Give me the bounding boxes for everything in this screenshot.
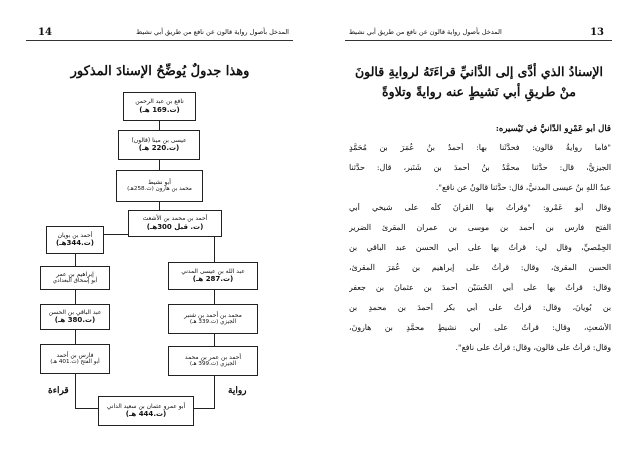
- heading-line-2: منْ طريقِ أبي نَشيطٍ عنه روايةً وتلاوةً: [382, 84, 576, 99]
- connector: [214, 334, 215, 346]
- narrator-name: إبراهيم بن عمر: [56, 270, 94, 278]
- body-line-11: الأشعثِ، وقال: قرأتُ على أبي نشيطٍ محمَّدِ بنِ هارونَ،: [349, 323, 611, 332]
- narrator-name-detail: أبو الفتح (ت.401 هـ): [50, 359, 100, 366]
- isnad-box-nafi: [123, 92, 196, 121]
- label-narration: رواية: [228, 386, 247, 396]
- body-line-5: وقال أبو عَمْرٍو: "وقرأتُ بها القرآنَ كلَّه على شيخي أبي: [349, 203, 611, 212]
- isnad-box-baghdadi: [40, 266, 110, 290]
- page-number: 13: [590, 27, 604, 38]
- narrator-name: أحمد بن عمر بن محمد: [184, 353, 242, 361]
- isnad-box-jizi: [168, 346, 258, 376]
- header-rule: [26, 40, 293, 41]
- narrator-name: أبو عمرو عثمان بن سعيد الداني: [106, 402, 186, 410]
- connector: [214, 236, 215, 262]
- narrator-name-detail: أبو إسحاق البغدادي: [52, 278, 98, 285]
- narrator-name: عبد الله بن عيسى المدني: [181, 267, 245, 275]
- connector: [75, 254, 76, 266]
- narrator-name: أحمد بن بويان: [57, 231, 93, 239]
- narrator-death-year: (ت. قبل 300هـ): [146, 222, 204, 231]
- narrator-name: عيسى بن مينا (قالون): [131, 136, 187, 144]
- body-line-6: الفتح فارس بن أحمد بن موسى بن عمران المقرئ الضرير: [349, 223, 611, 232]
- body-line-9: وقال: قرأتُ بها على أبي الحُسَيْنِ أحمدَ بنِ عثمانَ بنِ جعفرِ: [349, 283, 611, 292]
- isnad-box-abd-albaqi: [40, 304, 110, 330]
- connector: [159, 202, 160, 210]
- body-line-7: الحِمْصيِّ، وقال لي: قرأتُ بها على أبي الحسن عبد الباقي بن: [349, 243, 611, 252]
- narrator-death-year: (ت.169 هـ): [139, 105, 180, 114]
- body-line-4: عبدُ اللهِ بنُ عيسى المدنيُّ، قال: حدَّثنا قالونُ عن نافعٍ".: [435, 183, 611, 192]
- body-line-1: [349, 124, 611, 134]
- narrator-death-year: (ت.444 هـ): [125, 410, 167, 419]
- narrator-death-year: (ت.287 هـ): [192, 275, 234, 284]
- isnad-box-buyan: [46, 226, 104, 254]
- connector: [75, 290, 76, 304]
- connector: [214, 376, 215, 408]
- narrator-name-detail: محمد بن هارون (ت.258هـ): [127, 186, 192, 193]
- narrator-name: فارس بن أحمد: [56, 351, 94, 359]
- narrator-name: محمد بن أحمد بن شنبر: [184, 311, 242, 319]
- narrator-name: أحمد بن محمد بن الأشعث: [142, 215, 208, 223]
- page-heading: وهذا جدولٌ يُوضِّحُ الإسنادَ المذكور: [70, 64, 250, 79]
- connector: [75, 408, 98, 409]
- connector: [75, 374, 76, 408]
- body-line-10: بنِ بُويانَ، وقال: قرأتُ على أبي بكرٍ أحمدَ بنِ محمدِ بنِ: [349, 303, 611, 312]
- isnad-box-qalun: [118, 130, 200, 160]
- label-reading: قراءة: [48, 386, 69, 396]
- connector: [104, 234, 128, 235]
- page-number: 14: [38, 27, 52, 38]
- isnad-box-abu-nashit: [116, 170, 203, 202]
- running-title: المدخل بأصول رواية قالون عن نافع من طريق أبي نشيط: [349, 28, 502, 36]
- isnad-box-ashath: [128, 210, 222, 237]
- narrator-name: عبد الباقي بن الحسن: [48, 308, 102, 316]
- connector: [159, 121, 160, 130]
- header-rule: [345, 40, 612, 41]
- narrator-name-detail: الجيزي (ت.399 هـ): [189, 361, 237, 368]
- narrator-name: نافع بن عبد الرحمن: [135, 98, 184, 106]
- connector: [194, 408, 215, 409]
- body-line-2: "فأما روايةُ قالون: فحدَّثَنا بها: أحمدُ بنُ عُمَرَ بنِ مُحَمَّدٍ: [349, 143, 611, 152]
- narrator-death-year: (ت.380 هـ): [54, 316, 96, 325]
- narrator-death-year: (ت.220 هـ): [138, 144, 180, 153]
- narrator-death-year: (ت.344هـ): [56, 239, 94, 248]
- body-text: قال أبو عَمْرٍو الدَّانيُّ في تَيْسيره:: [495, 124, 611, 134]
- body-line-12: وقال: قرأتُ على قالون، وقال: قرأتُ على نافعٍ".: [455, 343, 611, 352]
- heading-line-1: الإسنادُ الذي أدَّى إلى الدَّانيِّ قراءَتَهُ لروايةِ قالونَ: [354, 64, 604, 79]
- body-line-3: الجيزيُّ، قال: حدَّثنا محمَّدُ بنُ أحمدَ بنِ شَنَبرٍ، قال: حدَّثنا: [349, 163, 611, 172]
- isnad-box-madani: [168, 262, 258, 290]
- running-title: المدخل بأصول رواية قالون عن نافع من طريق أبي نشيط: [136, 28, 289, 36]
- narrator-name: أبو نشيط: [148, 178, 171, 186]
- connector: [75, 330, 76, 344]
- connector: [159, 160, 160, 170]
- connector: [214, 290, 215, 304]
- isnad-box-faris: [40, 344, 110, 374]
- body-line-8: الحسن المقرئ، وقال: قرأتُ على إبراهيم بنِ عُمَرَ المقرئ،: [349, 263, 611, 272]
- narrator-name-detail: الجيزي (ت.339 هـ): [189, 319, 237, 326]
- isnad-box-dani: [98, 396, 194, 426]
- isnad-box-jabiri: [168, 304, 258, 334]
- page-13: [319, 0, 638, 451]
